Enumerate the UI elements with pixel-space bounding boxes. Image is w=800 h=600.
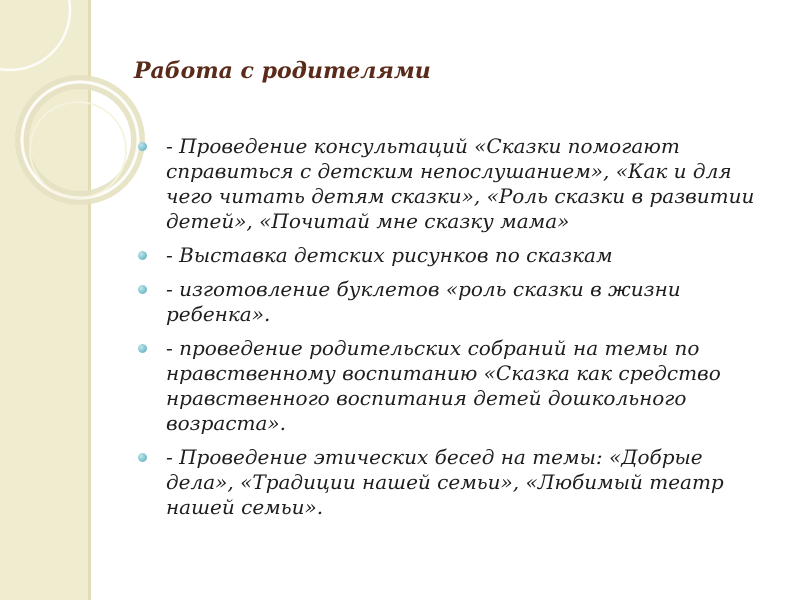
list-item-text: - изготовление буклетов «роль сказки в жизни ребенка». — [166, 277, 681, 326]
list-item-text: - Выставка детских рисунков по сказкам — [166, 243, 613, 267]
list-item-text: - Проведение консультаций «Сказки помогают справиться с детским непослушанием», «Как и для чего читать детям сказки», «Роль сказки в развитии детей», «Почитай мне сказку мама» — [166, 134, 755, 233]
list-item — [134, 243, 774, 268]
list-item-text: - Проведение этических бесед на темы: «Добрые дела», «Традиции нашей семьи», «Любимый театр нашей семьи». — [166, 445, 724, 519]
list-item — [134, 336, 774, 436]
list-item-text: - проведение родительских собраний на темы по нравственному воспитанию «Сказка как средство нравственного воспитания детей дошкольного возраста». — [166, 336, 721, 435]
bullet-dot-icon — [138, 344, 147, 353]
slide-title: Работа с родителями — [134, 58, 431, 84]
list-item — [134, 445, 774, 520]
bullet-dot-icon — [138, 142, 147, 151]
bullet-list — [134, 134, 774, 529]
bullet-dot-icon — [138, 453, 147, 462]
bullet-dot-icon — [138, 285, 147, 294]
decorative-rings-icon — [0, 0, 130, 300]
bullet-dot-icon — [138, 251, 147, 260]
list-item — [134, 134, 774, 234]
list-item — [134, 277, 774, 327]
